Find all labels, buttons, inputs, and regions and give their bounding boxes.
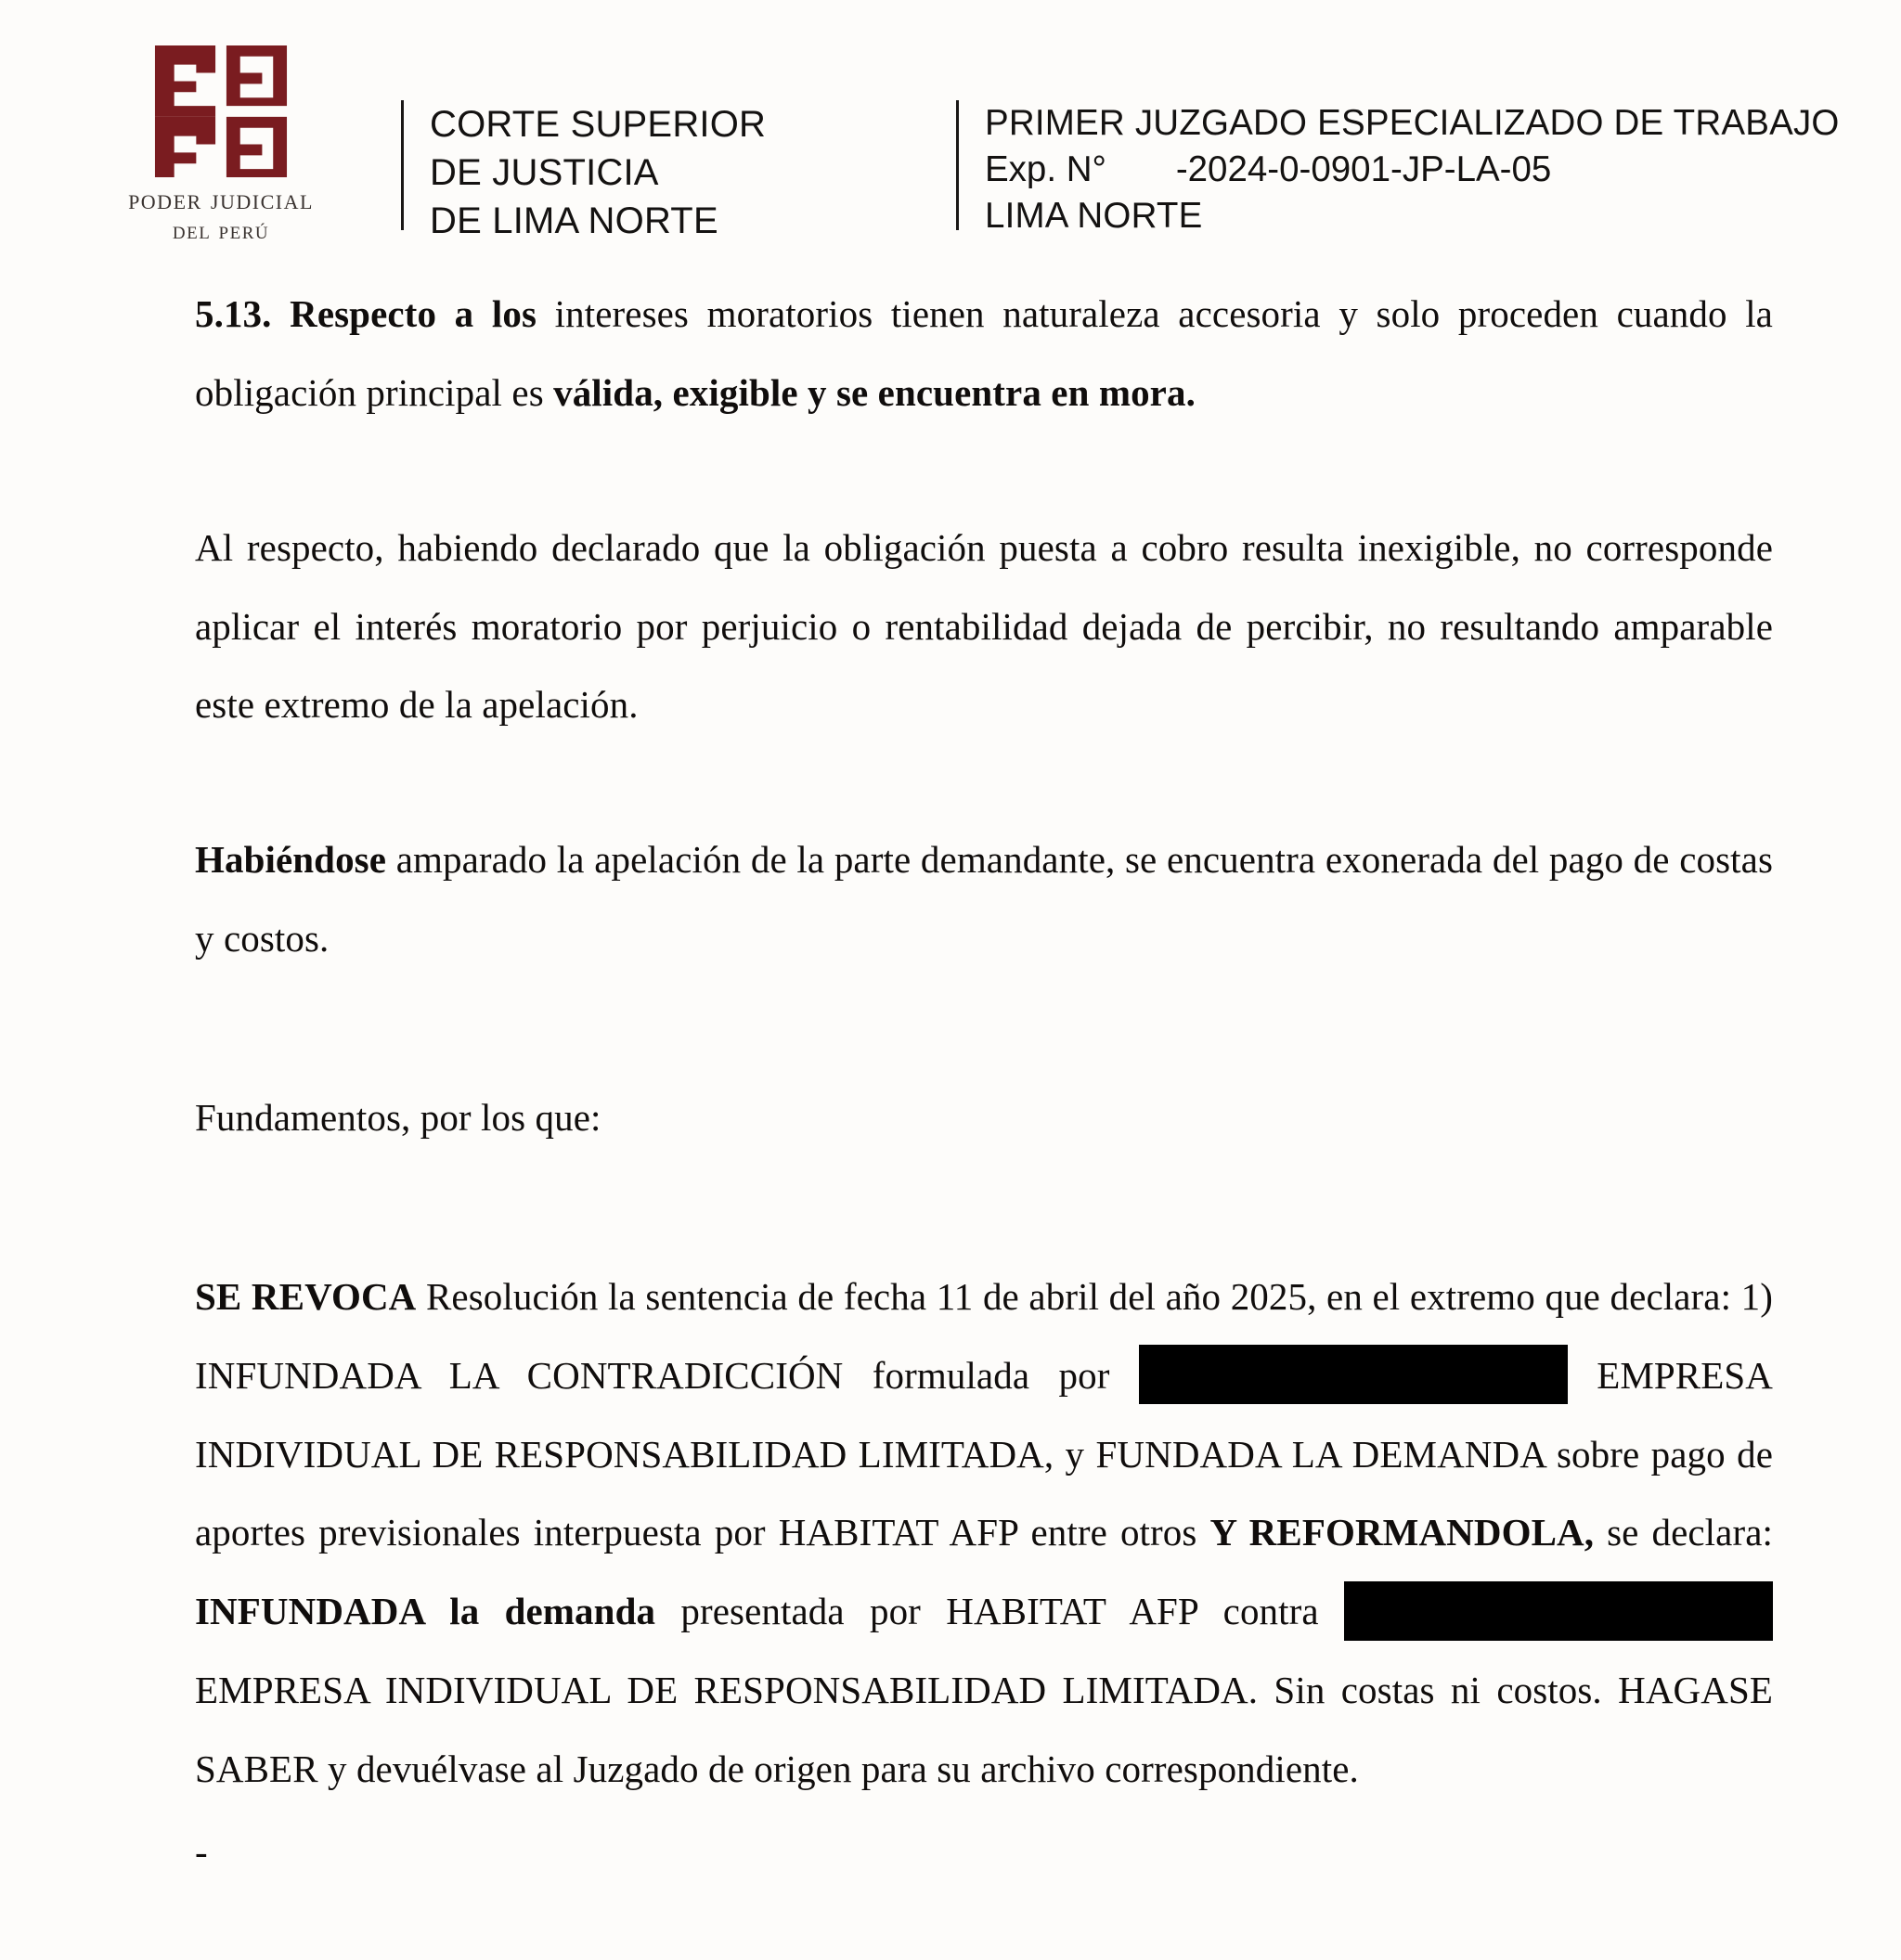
paragraph-fundamentos-text: Fundamentos, por los que:: [195, 1096, 601, 1140]
se-revoca-segment-4: presentada por HABITAT AFP contra: [655, 1590, 1344, 1633]
court-line-2: DE JUSTICIA: [430, 152, 659, 193]
logo-wordmark-line2: del perú: [172, 215, 270, 244]
se-revoca-segment-3: se declara:: [1594, 1511, 1773, 1554]
paragraph-habiendose: [195, 820, 1773, 978]
se-revoca-infundada-demanda: INFUNDADA la demanda: [195, 1590, 656, 1633]
spacer: [195, 793, 1773, 820]
redaction-bar-3: [1344, 1581, 1773, 1641]
paragraph-se-revoca: [195, 1257, 1773, 1871]
expediente-row: [985, 147, 1875, 193]
paragraph-5-13-lead: Respecto a los: [290, 292, 537, 335]
se-revoca-segment-2: EMPRESA INDIVIDUAL DE RESPONSABILIDAD LIMITADA, y FUNDADA LA DEMANDA sobre pago de aportes previsionales interpuesta por HABITAT AFP entre otros: [195, 1353, 1774, 1554]
se-revoca-reformandola: Y REFORMANDOLA,: [1209, 1511, 1595, 1554]
paragraph-fundamentos: [195, 1078, 1773, 1157]
paragraph-al-respecto: [195, 509, 1773, 745]
case-info-block: [956, 100, 1875, 237]
se-revoca-lead: SE REVOCA: [195, 1274, 417, 1318]
expediente-number: -2024-0-0901-JP-LA-05: [1175, 149, 1552, 190]
tribunal-name: PRIMER JUZGADO ESPECIALIZADO DE TRABAJO: [985, 103, 1840, 143]
paragraph-5-13-text: intereses moratorios tienen naturaleza accesoria y solo proceden cuando la obligación principal es: [195, 292, 1773, 414]
spacer: [195, 481, 1773, 509]
court-line-3: DE LIMA NORTE: [430, 200, 718, 241]
paragraph-5-13-number: 5.13.: [195, 292, 272, 335]
jurisdiction: LIMA NORTE: [985, 196, 1203, 237]
logo-wordmark: [82, 184, 360, 244]
expediente-label: Exp. N°: [985, 149, 1106, 190]
poder-judicial-peru-emblem-icon: [152, 43, 290, 180]
paragraph-habiendose-text: amparado la apelación de la parte demandante, se encuentra exonerada del pago de costas y costos.: [195, 838, 1773, 961]
paragraph-al-respecto-text: Al respecto, habiendo declarado que la obligación puesta a cobro resulta inexigible, no corresponde aplicar el interés moratorio por perjuicio o rentabilidad dejada de percibir, no resultando amparable este extremo de la apelación.: [195, 525, 1773, 727]
court-name-block: [401, 100, 767, 241]
poder-judicial-logo: [82, 43, 360, 244]
spacer: [195, 1206, 1773, 1257]
logo-wordmark-line1: poder judicial: [128, 183, 314, 215]
se-revoca-segment-5: EMPRESA INDIVIDUAL DE RESPONSABILIDAD LIMITADA. Sin costas ni costos. HAGASE SABER y devuélvase al Juzgado de origen para su archivo correspondiente.: [195, 1669, 1773, 1791]
spacer: [195, 1026, 1773, 1078]
paragraph-habiendose-lead: Habiéndose: [195, 838, 387, 882]
se-revoca-segment-1: Resolución la sentencia de fecha 11 de abril del año 2025, en el extremo que declara: 1) INFUNDADA LA CONTRADICCIÓN formulada por: [195, 1274, 1774, 1397]
court-line-1: CORTE SUPERIOR: [430, 104, 767, 145]
redaction-bar-1: [1139, 1345, 1568, 1404]
paragraph-5-13: [195, 275, 1773, 432]
se-revoca-trailing-dash: -: [195, 1829, 208, 1873]
document-header: [0, 0, 1901, 278]
document-body: [195, 275, 1773, 1871]
paragraph-5-13-emphasis: válida, exigible y se encuentra en mora.: [553, 370, 1196, 414]
